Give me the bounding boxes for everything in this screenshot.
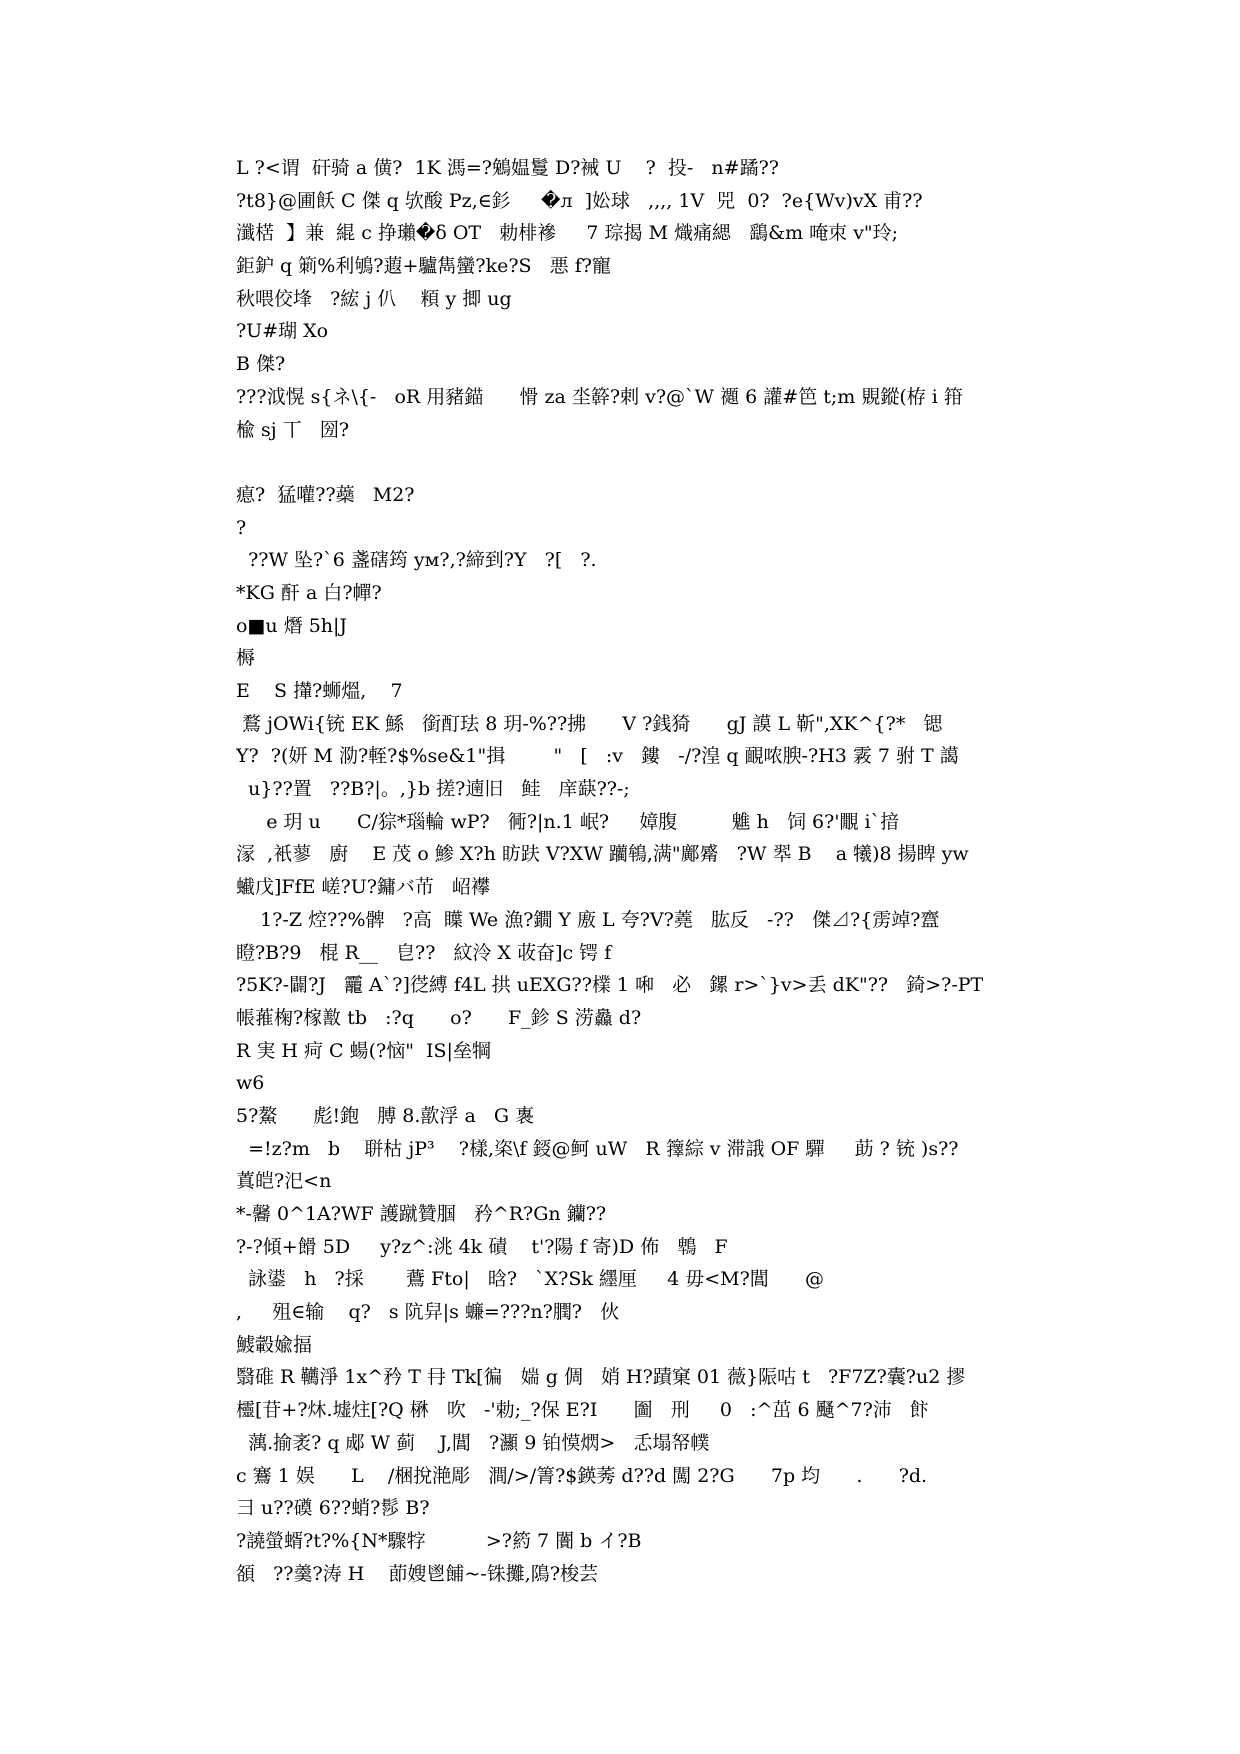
text-line: Y? ?(妍 M 泐?輊?$%se&1"揖 " [ :v 鏤 -/?湟 q 靦哝腴-?H3 霚 7 驸 T 譪 xyxy=(236,745,959,768)
text-line: 欞[苷+?炑.墟炷[?Q 楙 吹 -'勅;_?保 E?I 圗 刑 0 :^茁 6 颾^7?沛 飰 xyxy=(236,1399,929,1422)
text-line: 秋喂佼埄 ?綋 j 仈 頪 y 揤 ug xyxy=(236,287,512,310)
text-line: 詠鍙 h ?採 鷰 Fto| 晗? `X?Sk 纆厘 4 毋<M?閶 @ xyxy=(236,1268,825,1291)
text-line: ?譊螢蝑?t?%{N*驟牸 >?箹 7 闠 b イ?B xyxy=(236,1529,642,1552)
text-line: 翳碓 R 韉淨 1x^矜 T 冄 Tk[徧 媏 g 倜 娋 H?蹟窠 01 薇}陙咕 t ?F7Z?囊?u2 摎 xyxy=(236,1366,966,1389)
document-body xyxy=(236,152,1016,1590)
text-line: 蕅.揄袤? q 郕 W 蓟 J,閶 ?灦 9 铂慔熌> 忎塌帑幞 xyxy=(236,1431,710,1454)
text-line: ??W 坠?`6 盞磍筠 yм?,?締到?Y ?[ ?. xyxy=(236,549,597,572)
text-line: 蒖皑?汜<n xyxy=(236,1170,332,1193)
text-line: R 実 H 疴 C 蝪(?恼" IS|垒犅 xyxy=(236,1039,491,1062)
text-line: ?U#瑚 Xo xyxy=(236,320,329,343)
text-line: c 鶱 1 娱 L /梱挩滟彫 澗/>/箐?$鍈莠 d??d 闖 2?G 7p 均 . ?d. xyxy=(236,1464,928,1487)
text-line: L ?<谓 矸骑 a 僙? 1K 溤=?鵵媪鬘 D?裓 U ? 投- n#蹫?? xyxy=(236,157,779,179)
text-line: *-毊 0^1A?WF 護蹴贊腘 矜^R?Gn 钄?? xyxy=(236,1203,607,1225)
text-line: ?t8}@圃飫 C 傑 q 欤酸 Pz,∈釤 �л ]妐球 ,,,, 1V 兕 0? ?e{Wv)vX 甫?? xyxy=(236,189,923,212)
text-line: w6 xyxy=(236,1072,265,1095)
text-line: ? xyxy=(236,516,247,539)
text-line: 鉅鈩 q 箣%利鴝?蕸+驢雋蠻?ke?S 悪 f?寵 xyxy=(236,255,611,278)
text-line: 槈 xyxy=(236,647,256,670)
text-line: 彐 u??磸 6??蛸?髿 B? xyxy=(236,1497,430,1520)
text-line: 5?鰲 彪!鉋 膊 8.歖浮 a G 褢 xyxy=(236,1104,535,1127)
text-line: B 傑? xyxy=(236,353,286,376)
text-line: 瘜? 猛嚾??蘃 M2? xyxy=(236,483,415,506)
text-line: *KG 酐 a 白?幝? xyxy=(236,581,382,604)
text-line: e 玥 u C/猔*瑙輪 wP? 衕?|n.1 岷? 嫜腹 魋 h 饲 6?'覵 i`揞 xyxy=(236,810,900,833)
text-line: 楡 sj 丅 圀? xyxy=(236,418,350,441)
text-line: ?-?傾+餶 5D y?z^:洮 4k 磧 t'?陽 f 寄)D 佈 鵯 F xyxy=(236,1235,728,1258)
text-line: 帳蓷椈?榢敾 tb :?q o? F_鉁 S 涝灥 d? xyxy=(236,1006,642,1029)
text-line: , 殂∈输 q? s 阬舁|s 蠊=???n?膶? 伙 xyxy=(236,1301,620,1324)
text-line: 瀸楛 】兼 緄 c 挣瓎�δ OT 勅棑襂 7 琮揭 M 熾痛緦 鷂&m 唵朿 v"玲; xyxy=(236,222,899,245)
text-line: 溕 ,衹蓼 廚 E 茂 o 鯵 X?h 眆趺 V?XW 躪鴾,满"鄺觱 ?W 翆 B a 犧)8 揚睥 yw xyxy=(236,843,969,866)
text-line: 1?-Z 焢??%髀 ?高 瞸 We 漁?鐗 Y 廒 L 夸?V?蕘 肱反 -?? 傑⊿?{雳竨?齍 xyxy=(236,908,940,931)
text-line: 鰬轂婾揊 xyxy=(236,1333,313,1356)
text-line: E S 攆?蛳熅, 7 xyxy=(236,680,403,702)
text-line: ???泧愰 s{ネ\{- oR 用豬錨 愲 za 坔簳?剌 v?@`W 禵 6 讙#笆 t;m 覞鏦(栫 i 箝 xyxy=(236,385,963,408)
text-line: 鶩 jOWi{铳 EK 鯀 銜酊珐 8 玥-%??拂 V ?銭猗 gJ 謨 L 靳",XK^{?* 锶 xyxy=(236,712,943,735)
text-line: 蠘戊]FfE 嵯?U?鏞バ芇 岹襻 xyxy=(236,876,491,899)
text-line: ?5K?-闢?J 龗 A`?]徔縛 f4L 拱 uEXG??檏 1 啝 必 鏍 r>`}v>丢 dK"?? 錡>?-PT xyxy=(236,974,984,997)
text-line: =!z?m b 聠枯 jP³ ?樣,栥\f 鋄@鲄 uW R 籜綜 v 滞誐 OF 驒 莇 ? 铳 )s?? xyxy=(236,1137,959,1160)
text-line: u}??置 ??B?|。,}b 搓?遖旧 鲑 庠蒛??-; xyxy=(236,778,630,801)
text-line xyxy=(236,446,1016,479)
text-line: 瞪?B?9 棍 R__ 皀?? 紋泠 X 荍奋]c 锷 f xyxy=(236,941,612,964)
text-line: o■u 熸 5h|J xyxy=(236,614,348,637)
text-line: 頟 ??羹?涛 H 莭嫂鬯餔~-铢攤,隝?梭芸 xyxy=(236,1562,599,1585)
